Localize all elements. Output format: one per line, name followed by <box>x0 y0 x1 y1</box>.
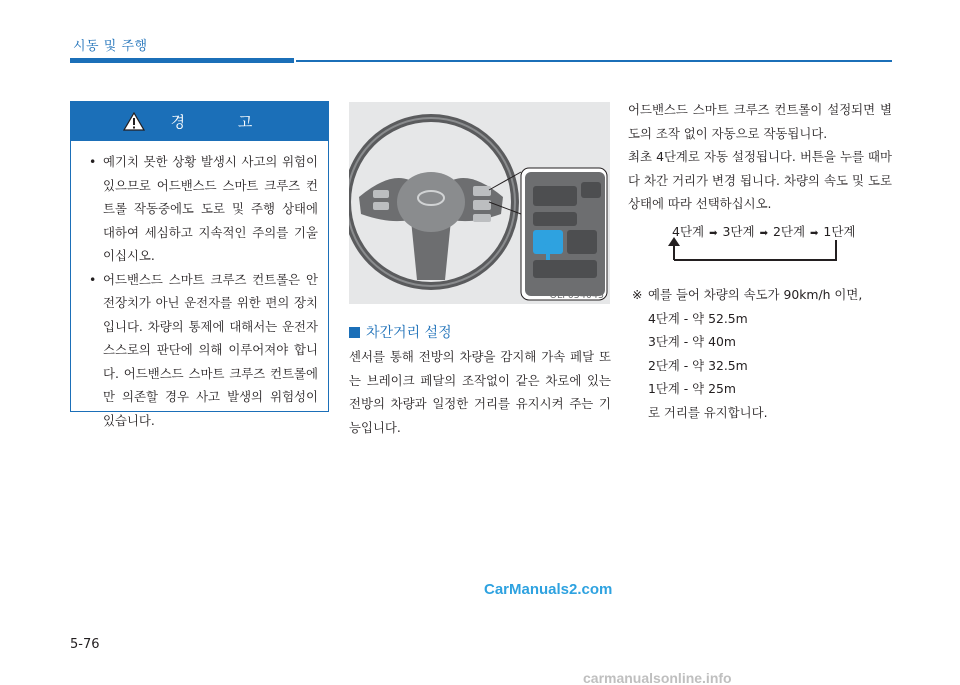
paragraph: 최초 4단계로 자동 설정됩니다. 버튼을 누를 때마다 차간 거리가 변경 됩니다. 차량의 속도 및 도로 상태에 따라 선택하십시오. <box>628 149 892 211</box>
warning-box <box>70 101 329 428</box>
warning-header <box>71 102 328 141</box>
distance-item: 2단계 - 약 32.5m <box>648 357 748 373</box>
right-arrow-icon: ➡ <box>759 228 768 239</box>
section-title: 시동 및 주행 <box>73 39 148 54</box>
distance-item: 1단계 - 약 25m <box>648 381 736 396</box>
cycle-return-arrow <box>660 236 840 264</box>
right-arrow-icon: ➡ <box>709 228 718 239</box>
step-label: 3단계 <box>722 224 755 239</box>
header-rule <box>296 60 892 62</box>
note-line <box>632 283 862 307</box>
step-label: 4단계 <box>672 224 705 239</box>
step-label: 1단계 <box>823 224 856 239</box>
section-heading-text: 차간거리 설정 <box>366 325 452 341</box>
distance-item: 3단계 - 약 40m <box>648 334 736 349</box>
figure-code: OLF054045 <box>549 290 604 301</box>
page-number: 5-76 <box>70 637 100 652</box>
distance-item: 4단계 - 약 52.5m <box>648 310 748 326</box>
example-note <box>632 283 862 424</box>
warning-item: • 어드밴스드 스마트 크루즈 컨트롤은 안전장치가 아닌 운전자를 위한 편의 장치입니다. 차량의 통제에 대해서는 운전자 스스로의 판단에 의해 이루어져야 합니다. 어드밴스드 스마트 크루즈 컨트롤에만 의존할 경우 사고 발생의 위험성이 있습니다. <box>89 268 318 433</box>
warning-title: 경 고 <box>170 113 277 131</box>
header-accent-bar <box>70 58 294 63</box>
step-label: 2단계 <box>772 224 806 239</box>
warning-list <box>71 141 328 432</box>
warning-triangle-icon <box>123 112 145 131</box>
reference-mark: ※ <box>632 287 643 302</box>
square-bullet-icon <box>349 327 360 338</box>
section-body: 센서를 통해 전방의 차량을 감지해 가속 페달 또는 브레이크 페달의 조작없이 같은 차로에 있는 전방의 차량과 일정한 거리를 유지시켜 주는 기능입니다. <box>349 349 611 435</box>
paragraph: 어드밴스드 스마트 크루즈 컨트롤이 설정되면 별도의 조작 없이 자동으로 작동됩니다. <box>628 102 892 141</box>
note-intro: 예를 들어 차량의 속도가 90km/h 이면, <box>648 287 863 302</box>
steering-wheel-illustration <box>349 102 610 304</box>
note-end: 로 거리를 유지합니다. <box>648 404 768 420</box>
steering-wheel-figure <box>349 102 610 304</box>
right-arrow-icon: ➡ <box>810 228 819 239</box>
site-watermark: carmanualsonline.info <box>583 670 732 685</box>
section-heading <box>349 322 452 342</box>
warning-item: • 예기치 못한 상황 발생시 사고의 위험이 있으므로 어드밴스드 스마트 크루즈 컨트롤 작동중에도 도로 및 주행 상태에 대하여 세심하고 지속적인 주의를 기울이십시오. <box>89 150 318 268</box>
watermark-link[interactable]: CarManuals2.com <box>484 581 613 598</box>
